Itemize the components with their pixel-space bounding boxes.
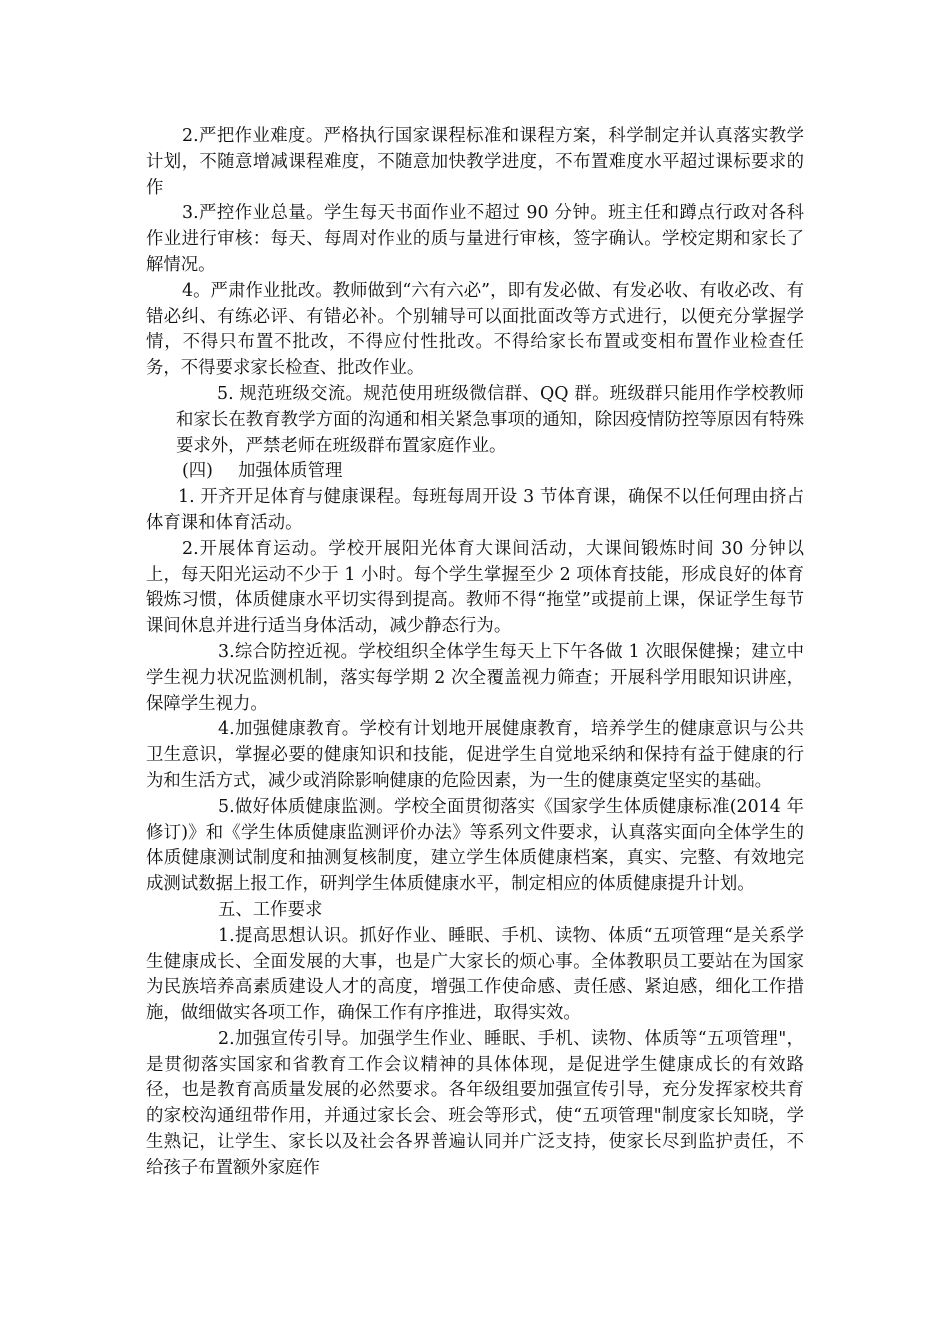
document-body: [146, 124, 804, 1182]
section-heading-physical: [182, 459, 804, 485]
paragraph-publicity-guidance: 2.加强宣传引导。加强学生作业、睡眠、手机、读物、体质等“五项管理"，是贯彻落实国家和省教育工作会议精神的具体体现，是促进学生健康成长的有效路径，也是教育高质量发展的必然要求。各年级组要加强宣传引导，充分发挥家校共育的家校沟通纽带作用，并通过家长会、班会等形式，使“五项管理"制度家长知晓，学生熟记，让学生、家长以及社会各界普遍认同并广泛支持，使家长尽到监护责任，不给孩子布置额外家庭作: [146, 1028, 804, 1178]
paragraph-fitness-monitoring: 5.做好体质健康监测。学校全面贯彻落实《国家学生体质健康标准(2014 年修订)》和《学生体质健康监测评价办法》等系列文件要求，认真落实面向全体学生的体质健康测试制度和抽测复核制度，建立学生体质健康档案，真实、完整、有效地完成测试数据上报工作，研判学生体质健康水平，制定相应的体质健康提升计划。: [146, 796, 804, 895]
paragraph-health-education: 4.加强健康教育。学校有计划地开展健康教育，培养学生的健康意识与公共卫生意识，掌握必要的健康知识和技能，促进学生自觉地采纳和保持有益于健康的行为和生活方式，减少或消除影响健康的危险因素，为一生的健康奠定坚实的基础。: [146, 719, 804, 791]
paragraph-raise-awareness: 1.提高思想认识。抓好作业、睡眠、手机、读物、体质“五项管理“是关系学生健康成长、全面发展的大事，也是广大家长的烦心事。全体教职员工要站在为国家为民族培养高素质建设人才的高度，增强工作使命感、责任感、紧迫感，细化工作措施，做细做实各项工作，确保工作有序推进，取得实效。: [146, 925, 804, 1024]
paragraph-pe-courses: 1. 开齐开足体育与健康课程。每班每周开设 3 节体育课，确保不以任何理由挤占体育课和体育活动。: [146, 487, 804, 533]
section-heading-text: 加强体质管理: [238, 461, 343, 482]
paragraph-homework-grading: 4。严肃作业批改。教师做到“六有六必”，即有发必做、有发必收、有收必改、有错必纠、有练必评、有错必补。个别辅导可以面批面改等方式进行，以便充分掌握学情，不得只布置不批改，不得应付性批改。不得给家长布置或变相布置作业检查任务，不得要求家长检查、批改作业。: [146, 280, 804, 379]
paragraph-homework-difficulty: 2.严把作业难度。严格执行国家课程标准和课程方案，科学制定并认真落实教学计划，不随意增减课程难度，不随意加快教学进度，不布置难度水平超过课标要求的作: [146, 126, 804, 198]
paragraph-homework-volume: 3.严控作业总量。学生每天书面作业不超过 90 分钟。班主任和蹲点行政对各科作业进行审核：每天、每周对作业的质与量进行审核，签字确认。学校定期和家长了解情况。: [146, 203, 804, 275]
section-heading-work-requirements: 五、工作要求: [218, 899, 323, 920]
paragraph-sports-activities: 2.开展体育运动。学校开展阳光体育大课间活动，大课间锻炼时间 30 分钟以上，每天阳光运动不少于 1 小时。每个学生掌握至少 2 项体育技能，形成良好的体育锻炼习惯，体质健康水平切实得到提高。教师不得“拖堂”或提前上课，保证学生每节课间休息并进行适当身体活动，减少静态行为。: [146, 538, 804, 637]
paragraph-class-communication: 5. 规范班级交流。规范使用班级微信群、QQ 群。班级群只能用作学校教师和家长在教育教学方面的沟通和相关紧急事项的通知，除因疫情防控等原因有特殊要求外，严禁老师在班级群布置家庭作业。: [176, 383, 804, 456]
section-heading-number: (四): [182, 461, 213, 482]
paragraph-myopia-control: 3.综合防控近视。学校组织全体学生每天上下午各做 1 次眼保健操；建立中学生视力状况监测机制，落实每学期 2 次全覆盖视力筛查；开展科学用眼知识讲座，保障学生视力。: [146, 641, 804, 714]
